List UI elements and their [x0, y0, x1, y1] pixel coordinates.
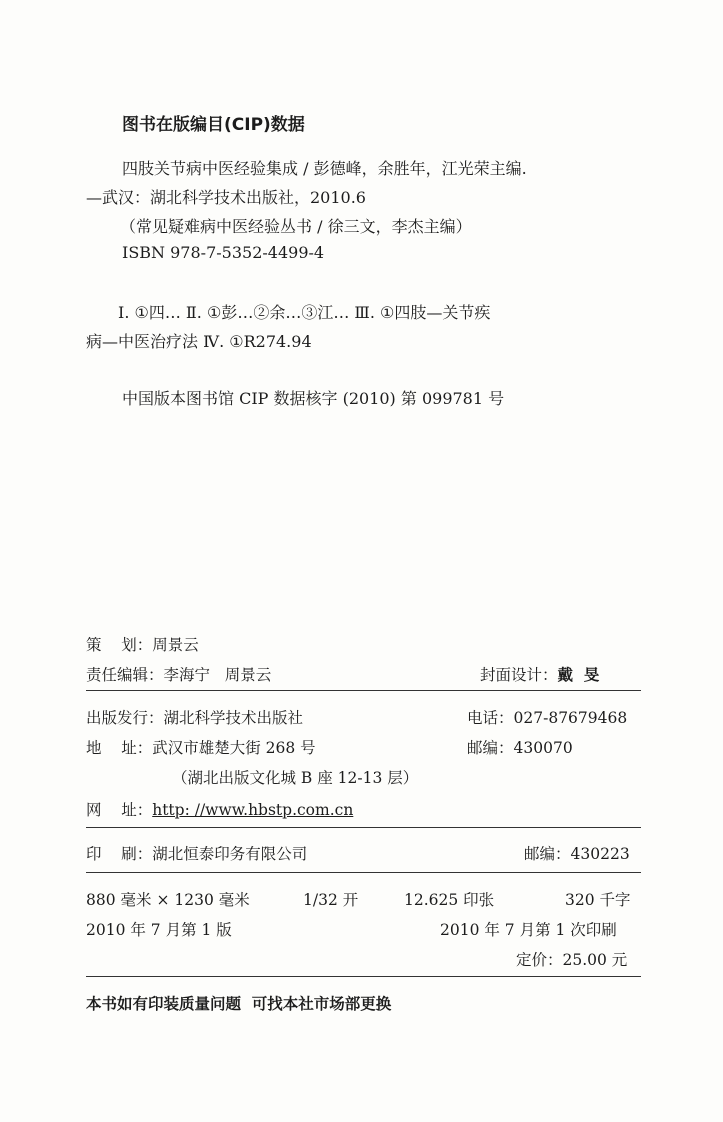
cip-line-publisher: —武汉：湖北科学技术出版社，2010.6	[86, 188, 366, 207]
cip-check-number: 中国版本图书馆 CIP 数据核字 (2010) 第 099781 号	[122, 389, 505, 408]
publisher-row	[86, 706, 303, 728]
publisher-name: 湖北科学技术出版社	[163, 709, 304, 727]
paper-size: 880 毫米 × 1230 毫米	[86, 891, 250, 909]
divider-4	[86, 976, 641, 977]
cover-design-row	[480, 663, 599, 685]
address-label: 地 址：	[86, 739, 153, 757]
telephone-number: 027-87679468	[513, 709, 628, 727]
website-label: 网 址：	[86, 801, 153, 819]
publisher-zip-row	[467, 736, 573, 758]
printed-sheets: 12.625 印张	[404, 891, 495, 909]
printer-zip: 430223	[570, 845, 630, 863]
printer-label: 印 刷：	[86, 845, 153, 863]
cip-line-book-title: 四肢关节病中医经验集成 / 彭德峰，余胜年，江光荣主编.	[122, 159, 527, 178]
planner-name: 周景云	[152, 636, 199, 654]
cip-line-isbn: ISBN 978-7-5352-4499-4	[122, 243, 325, 262]
address-value: 武汉市雄楚大街 268 号	[152, 739, 316, 757]
divider-2	[86, 827, 641, 828]
publisher-zip-label: 邮编：	[467, 739, 514, 757]
price: 定价：25.00 元	[516, 951, 628, 969]
editor-label: 责任编辑：	[86, 666, 164, 684]
address-row	[86, 736, 316, 758]
cip-classification-line-2: 病—中医治疗法 Ⅳ. ①R274.94	[86, 332, 312, 351]
word-count: 320 千字	[565, 891, 631, 909]
website-link[interactable]: http: //www.hbstp.com.cn	[152, 801, 354, 819]
publisher-label: 出版发行：	[86, 709, 164, 727]
website-row	[86, 798, 353, 820]
editor-names: 李海宁 周景云	[163, 666, 272, 684]
divider-1	[86, 690, 641, 691]
printing: 2010 年 7 月第 1 次印刷	[440, 921, 617, 939]
telephone-label: 电话：	[467, 709, 514, 727]
planner-row	[86, 633, 199, 655]
cover-label: 封面设计：	[480, 666, 558, 684]
cip-line-series: （常见疑难病中医经验丛书 / 徐三文，李杰主编）	[120, 217, 472, 236]
cover-designer: 戴 旻	[557, 665, 600, 684]
edition: 2010 年 7 月第 1 版	[86, 921, 232, 939]
editor-row	[86, 663, 271, 685]
cip-title: 图书在版编目(CIP)数据	[122, 115, 305, 135]
printer-zip-label: 邮编：	[524, 845, 571, 863]
format: 1/32 开	[303, 891, 359, 909]
printer-name: 湖北恒泰印务有限公司	[152, 845, 308, 863]
planner-label: 策 划：	[86, 636, 153, 654]
quality-notice: 本书如有印装质量问题 可找本社市场部更换	[86, 995, 392, 1013]
telephone-row	[467, 706, 627, 728]
address-line-2: （湖北出版文化城 B 座 12-13 层）	[172, 769, 419, 787]
printer-row	[86, 842, 307, 864]
cip-classification-line-1: Ⅰ. ①四… Ⅱ. ①彭…②余…③江… Ⅲ. ①四肢—关节疾	[118, 303, 491, 322]
divider-3	[86, 872, 641, 873]
publisher-zip: 430070	[513, 739, 573, 757]
printer-zip-row	[524, 842, 630, 864]
